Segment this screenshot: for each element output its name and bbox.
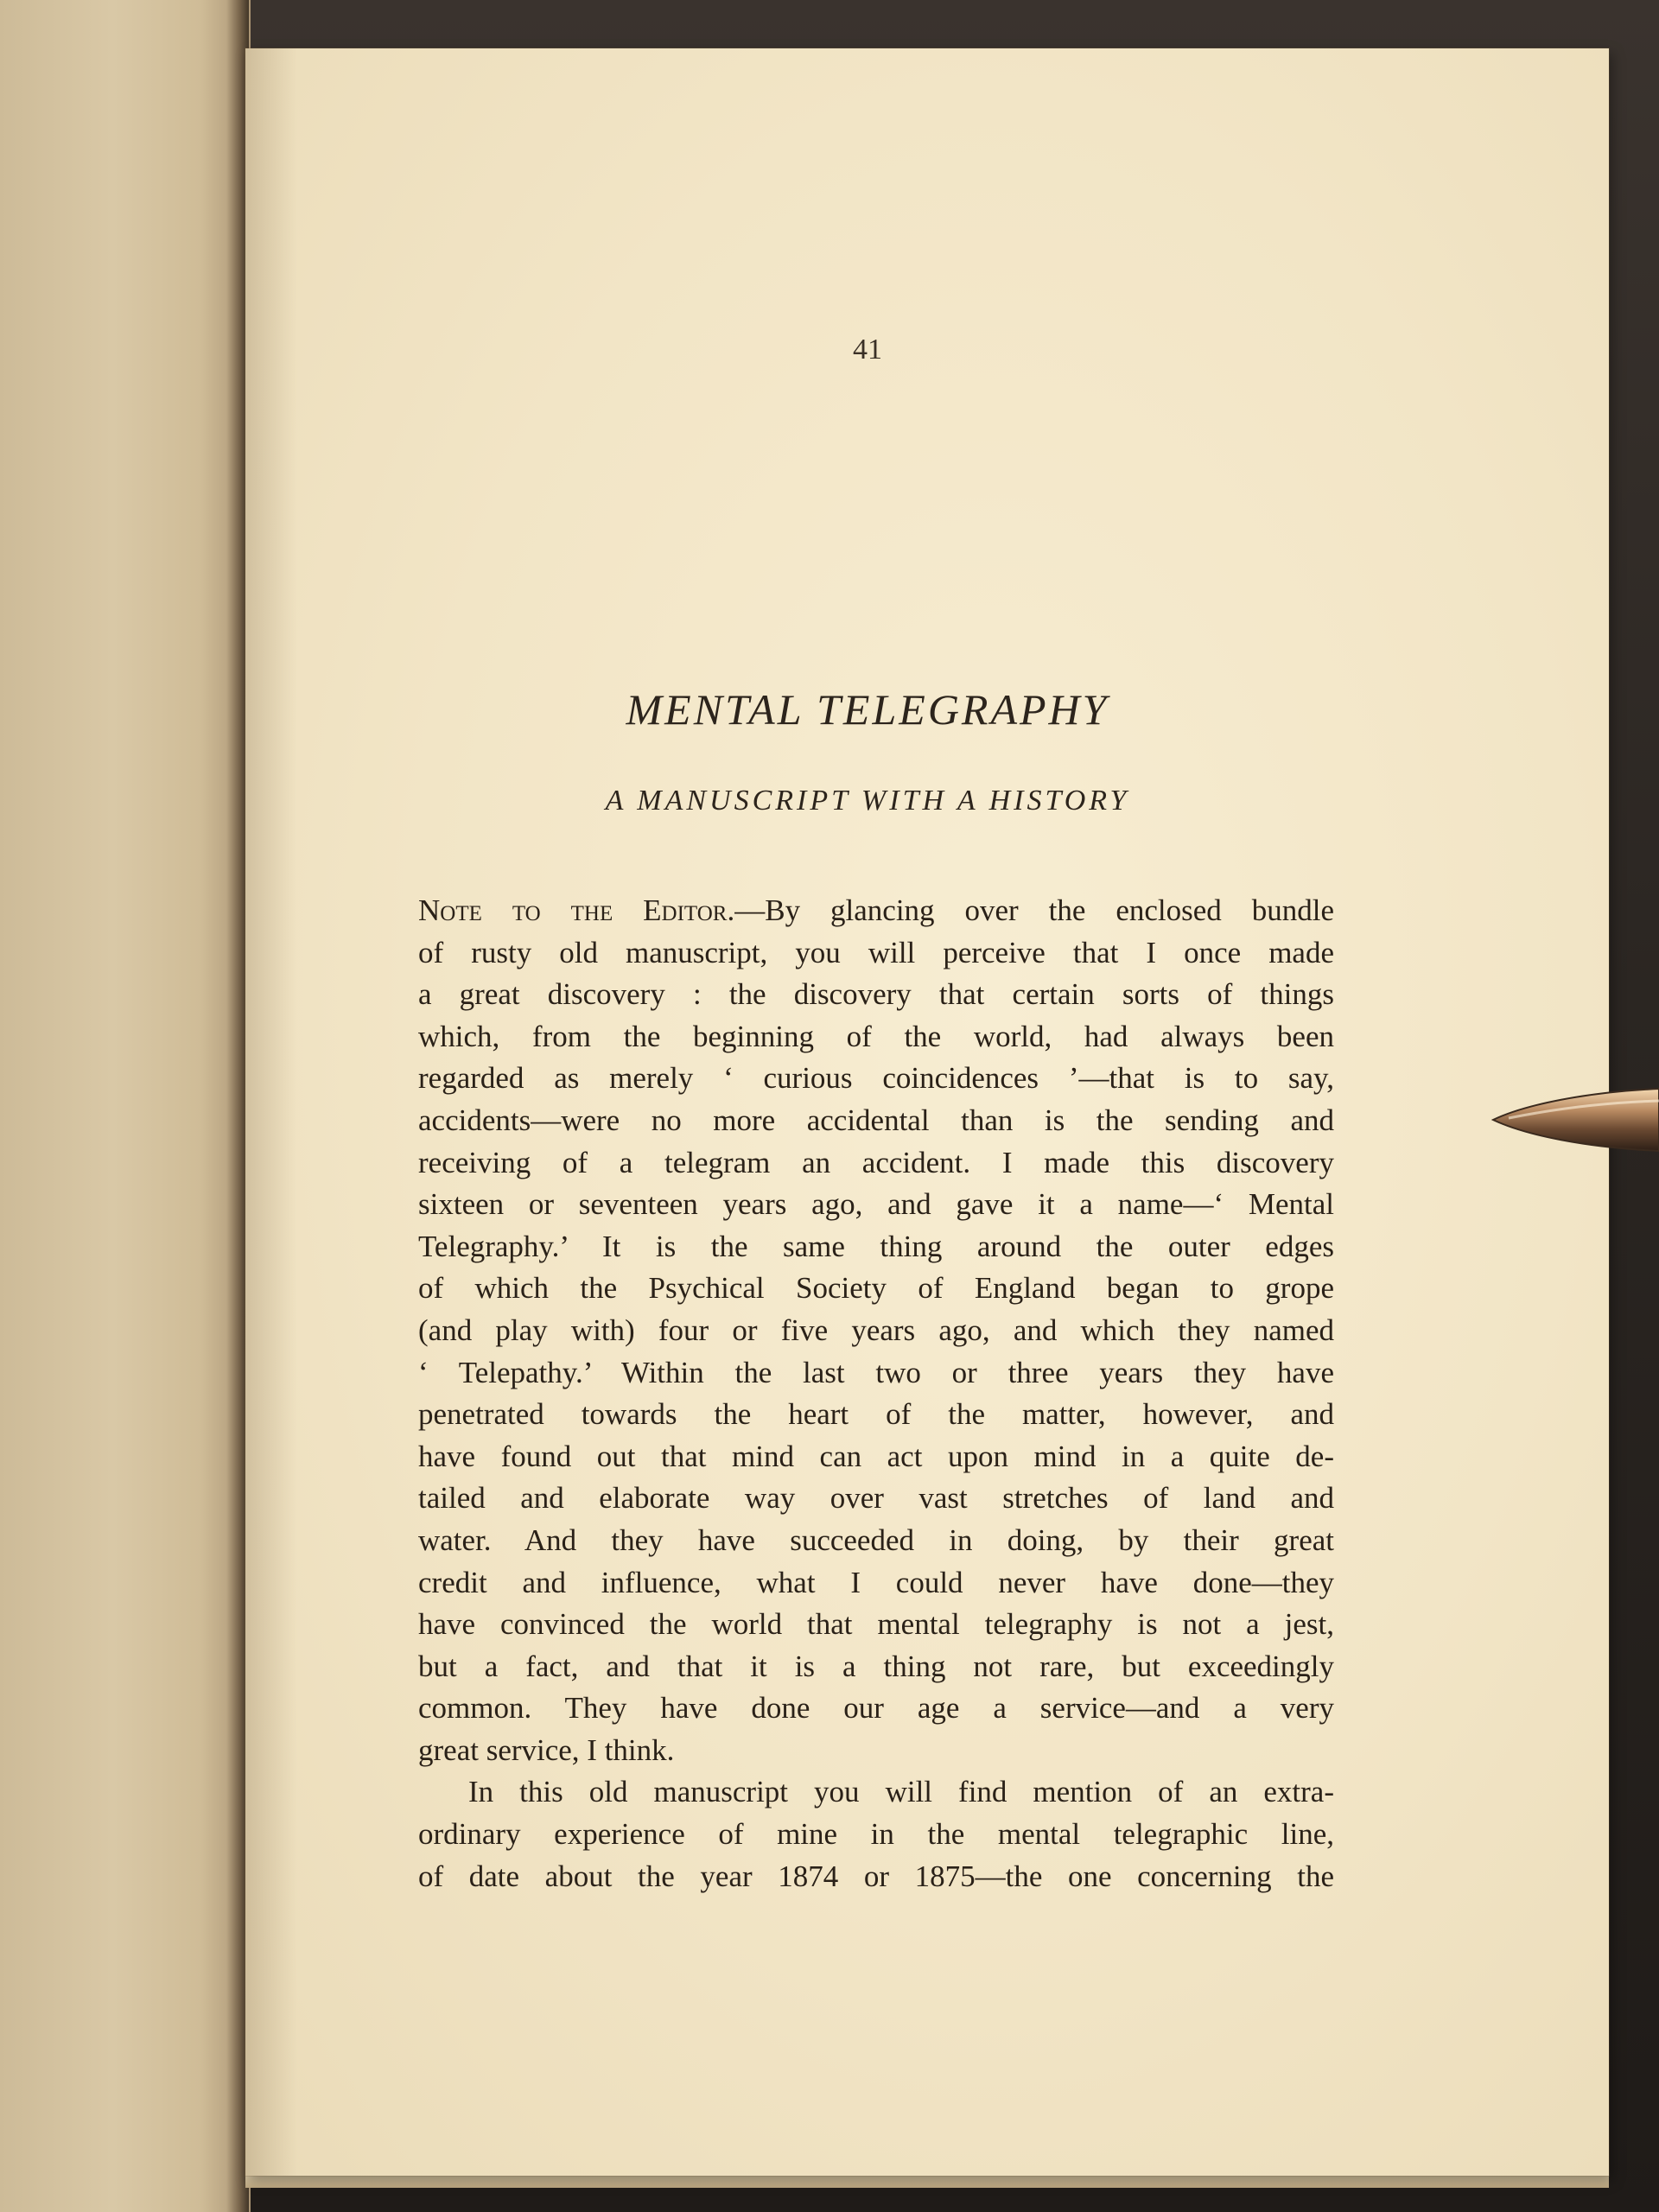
text-line: (and play with) four or five years ago, and which they named xyxy=(418,1313,1334,1347)
text-line: penetrated towards the heart of the matter, however, and xyxy=(418,1397,1334,1432)
text-line: regarded as merely ‘ curious coincidences ’—that is to say, xyxy=(418,1061,1334,1096)
text-line: Telegraphy.’ It is the same thing around the outer edges xyxy=(418,1229,1334,1263)
text-line: of rusty old manuscript, you will perceive that I once made xyxy=(418,935,1334,969)
text-line: but a fact, and that it is a thing not rare, but exceedingly xyxy=(418,1649,1334,1683)
text-line: have convinced the world that mental telegraphy is not a jest, xyxy=(418,1607,1334,1642)
text-line: which, from the beginning of the world, had always been xyxy=(418,1019,1334,1053)
text-line: great service, I think. xyxy=(418,1732,675,1767)
text-line: receiving of a telegram an accident. I made this discovery xyxy=(418,1145,1334,1179)
chapter-subtitle: A MANUSCRIPT WITH A HISTORY xyxy=(605,785,1130,817)
lead-in: Note to the Editor. xyxy=(418,893,735,927)
text-line: In this old manuscript you will find mention of an extra- xyxy=(468,1775,1334,1809)
text-line: a great discovery : the discovery that certain sorts of things xyxy=(418,977,1334,1012)
pen-tip-icon xyxy=(1491,1087,1659,1153)
text-line: have found out that mind can act upon mind in a quite de- xyxy=(418,1439,1334,1473)
text-line: of date about the year 1874 or 1875—the one concerning the xyxy=(418,1859,1334,1893)
page-number: 41 xyxy=(853,334,882,365)
chapter-title: MENTAL TELEGRAPHY xyxy=(626,685,1109,734)
facing-page xyxy=(0,0,251,2212)
text-line: common. They have done our age a service—and a very xyxy=(418,1691,1334,1726)
book-page xyxy=(245,48,1609,2176)
text-line: water. And they have succeeded in doing, by their great xyxy=(418,1522,1334,1557)
text-line: accidents—were no more accidental than is the sending and xyxy=(418,1103,1334,1137)
text-line: of which the Psychical Society of England began to grope xyxy=(418,1271,1334,1306)
text-line: ordinary experience of mine in the mental telegraphic line, xyxy=(418,1817,1334,1852)
text-line: tailed and elaborate way over vast stretches of land and xyxy=(418,1481,1334,1516)
text-line: sixteen or seventeen years ago, and gave it a name—‘ Mental xyxy=(418,1187,1334,1222)
text-line: ‘ Telepathy.’ Within the last two or three years they have xyxy=(418,1355,1334,1389)
text-line: credit and influence, what I could never have done—they xyxy=(418,1565,1334,1599)
page-edge xyxy=(245,2176,1609,2188)
text-line: Note to the Editor.—By glancing over the enclosed bundle xyxy=(418,893,1334,927)
body-text xyxy=(418,890,1334,1897)
